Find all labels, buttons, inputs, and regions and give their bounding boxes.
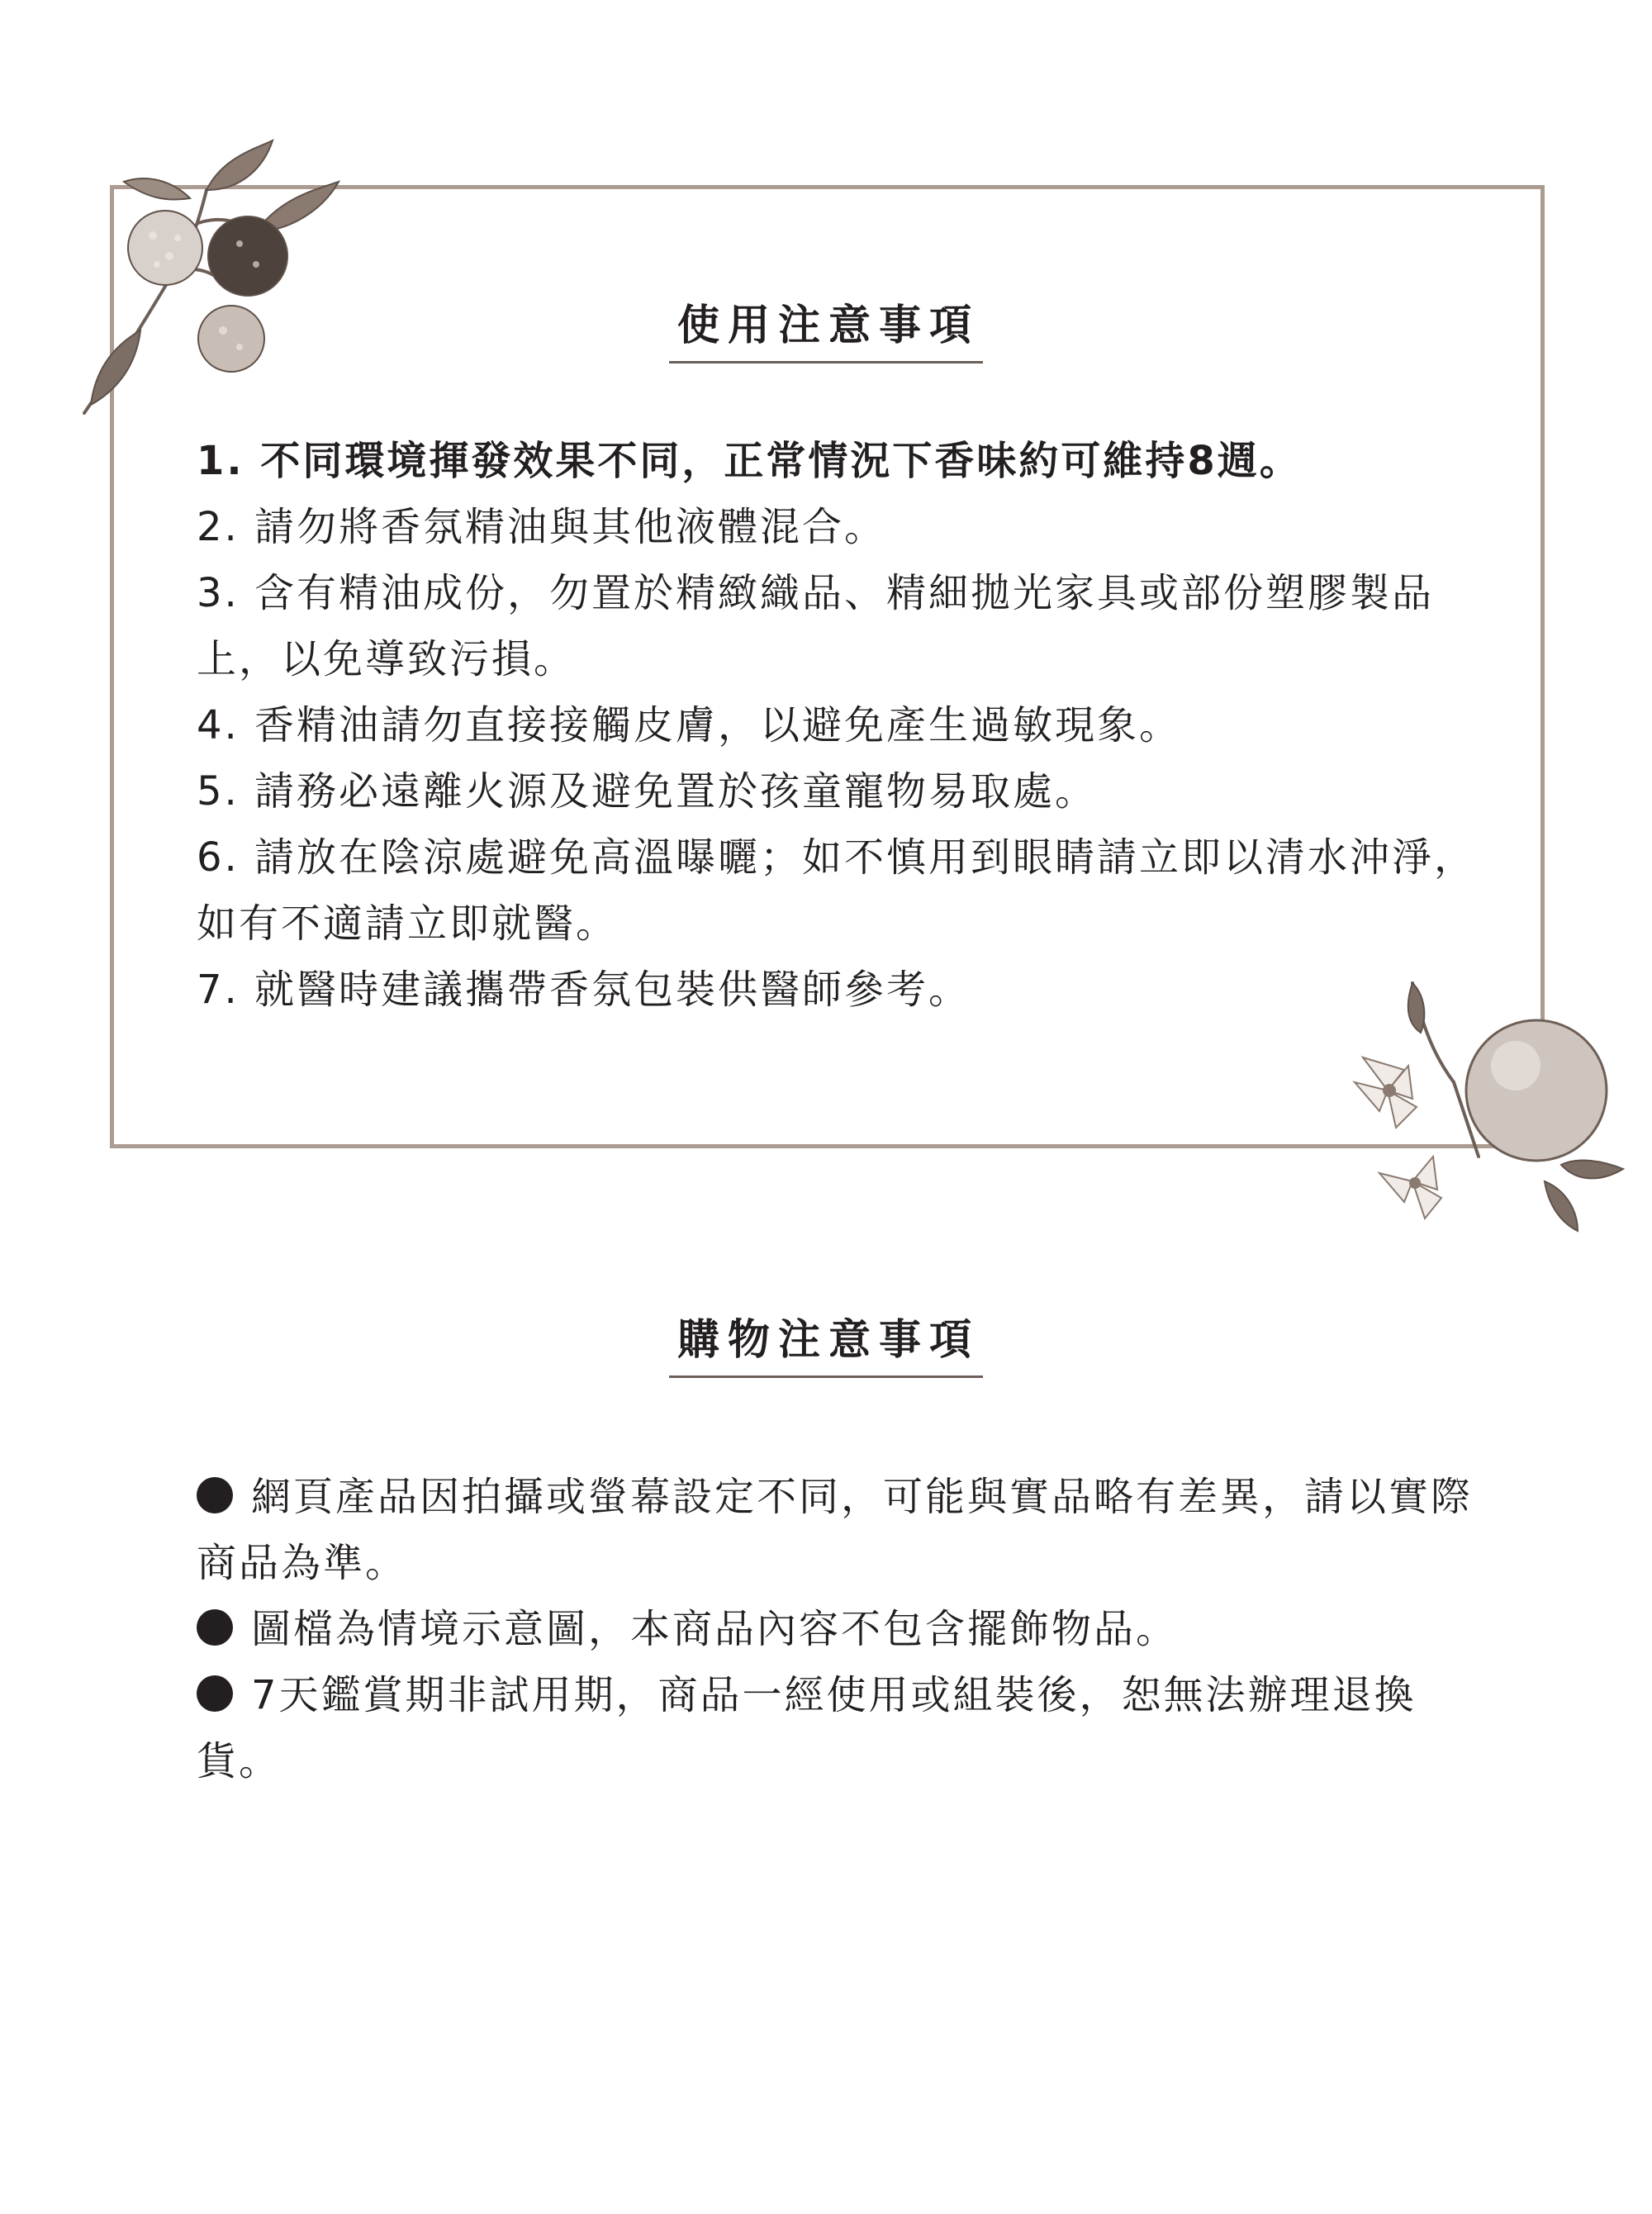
usage-note-item: 4. 香精油請勿直接接觸皮膚，以避免產生過敏現象。 bbox=[197, 702, 1182, 748]
usage-note-item: 7. 就醫時建議攜帶香氛包裝供醫師參考。 bbox=[197, 967, 971, 1013]
shopping-notes-list bbox=[197, 1464, 1485, 1794]
shopping-note-item: 網頁產品因拍攝或螢幕設定不同，可能與實品略有差異，請以實際商品為準。 bbox=[197, 1474, 1474, 1586]
bullet-icon bbox=[197, 1675, 233, 1712]
shopping-note-item: 7天鑑賞期非試用期，商品一經使用或組裝後，恕無法辦理退換貨。 bbox=[197, 1672, 1417, 1784]
usage-notes-title: 使用注意事項 bbox=[0, 302, 1652, 363]
shopping-note-item: 圖檔為情境示意圖，本商品內容不包含擺飾物品。 bbox=[197, 1596, 1485, 1662]
usage-note-item: 5. 請務必遠離火源及避免置於孩童寵物易取處。 bbox=[197, 768, 1098, 815]
bullet-icon bbox=[197, 1609, 233, 1646]
berry-branch-icon bbox=[74, 132, 347, 430]
bullet-icon bbox=[197, 1477, 233, 1513]
shopping-notes-title: 購物注意事項 bbox=[0, 1316, 1652, 1378]
usage-note-item: 3. 含有精油成份，勿置於精緻織品、精細拋光家具或部份塑膠製品上，以免導致污損。 bbox=[197, 570, 1435, 682]
usage-note-item: 6. 請放在陰涼處避免高溫曝曬；如不慎用到眼睛請立即以清水沖淨，如有不適請立即就醫。 bbox=[197, 834, 1477, 947]
usage-notes-list bbox=[197, 428, 1485, 1023]
usage-note-item: 1. 不同環境揮發效果不同，正常情況下香味約可維持8週。 bbox=[197, 438, 1302, 484]
usage-note-item: 2. 請勿將香氛精油與其他液體混合。 bbox=[197, 504, 887, 550]
